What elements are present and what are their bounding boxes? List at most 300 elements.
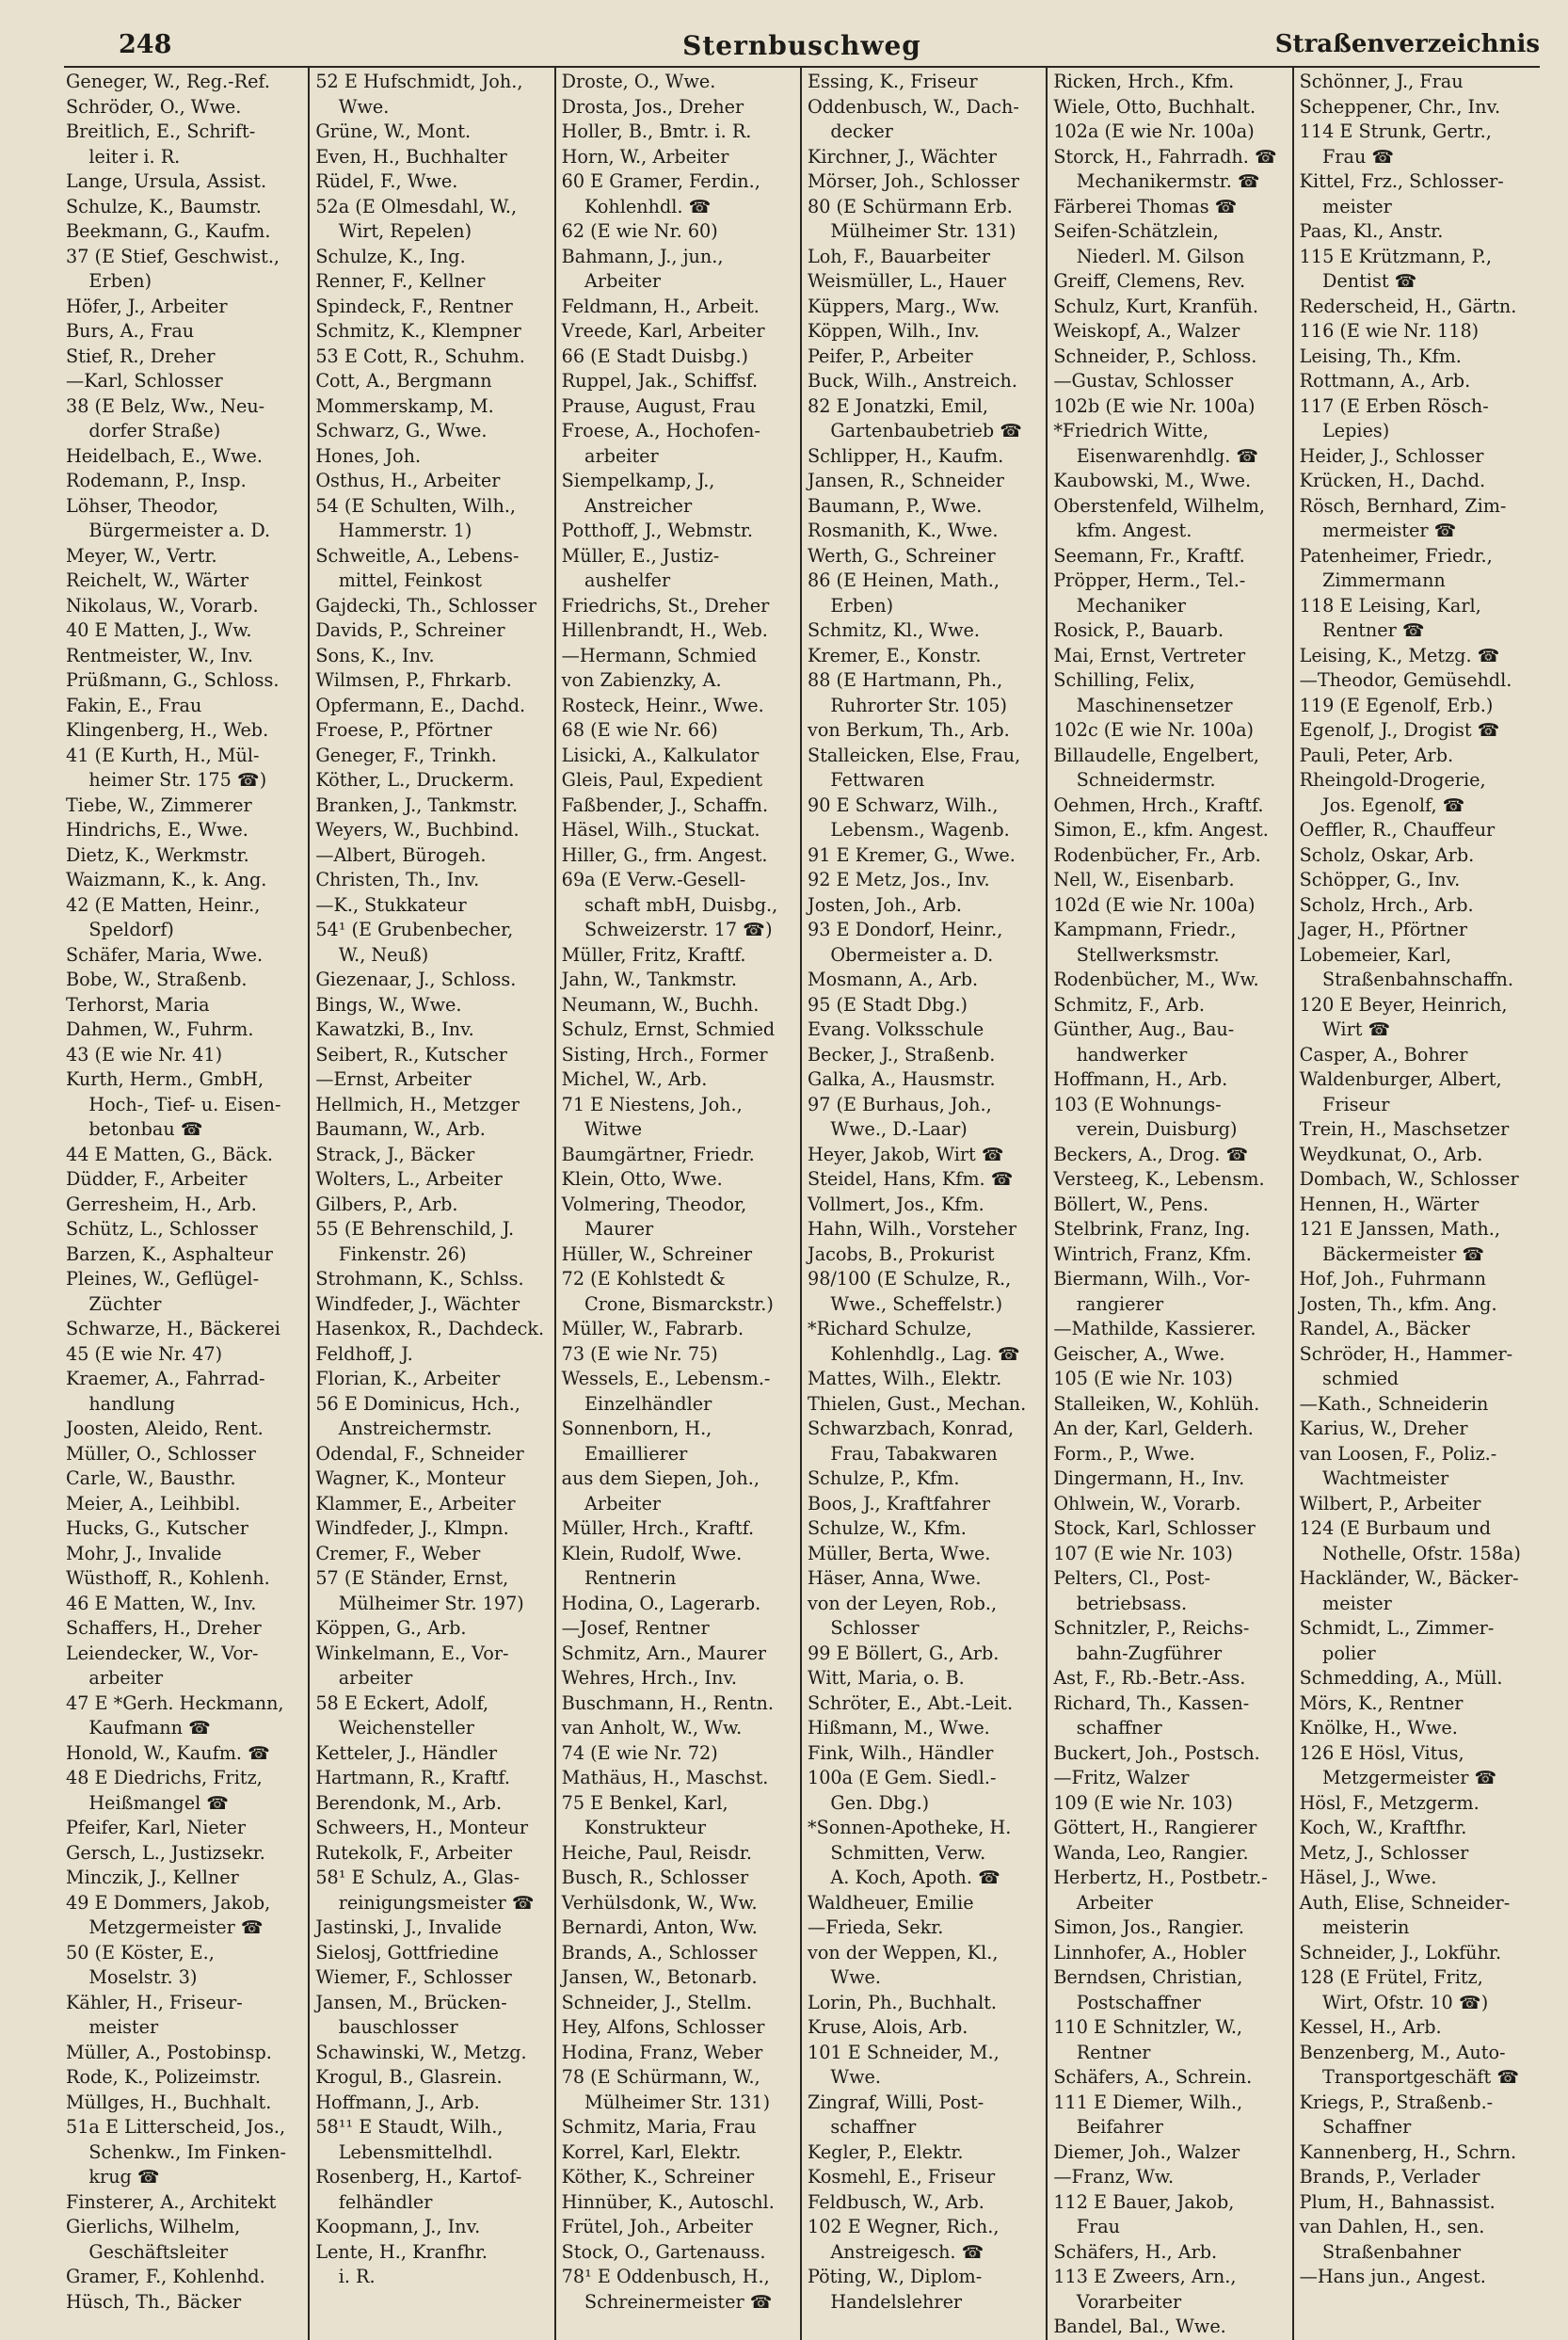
directory-entry-line: Schulz, Kurt, Kranfüh. [1053,295,1258,317]
directory-entry-line: —Gustav, Schlosser [1053,370,1234,392]
directory-entry-line: Cott, A., Bergmann [315,370,492,392]
directory-entry-line: Schulze, K., Baumstr. [66,195,262,217]
directory-entry-line: Klingenberg, H., Web. [66,719,269,741]
directory-entry-line: Rodenbücher, Fr., Arb. [1053,843,1261,866]
directory-entry-line: Evang. Volksschule [808,1018,984,1040]
directory-entry-line: Schmitz, K., Klempner [315,320,521,342]
directory-entry-line: verein, Duisburg) [1053,1118,1238,1140]
directory-entry-line: Buck, Wilh., Anstreich. [808,370,1017,392]
directory-entry-line: meister [1299,195,1392,217]
directory-entry-line: Mosmann, A., Arb. [808,969,979,990]
directory-entry-line: Simon, Jos., Rangier. [1053,1916,1244,1938]
directory-entry-line: Mechaniker [1053,594,1186,617]
directory-entry-line: Leising, Th., Kfm. [1299,345,1462,367]
directory-entry-line: Kruse, Alois, Arb. [808,2016,968,2038]
directory-entry-line: meisterin [1299,1916,1410,1938]
directory-entry-line: Schaffers, H., Dreher [66,1617,262,1639]
directory-entry-line: 82 E Jonatzki, Emil, [808,394,989,417]
directory-entry-line: 117 (E Erben Rösch- [1299,394,1489,417]
directory-entry-line: Schaffner [1299,2116,1412,2138]
directory-entry-line: schaffner [1053,1717,1162,1739]
directory-entry-line: 111 E Diemer, Wilh., [1053,2091,1243,2113]
directory-entry-line: Breitlich, E., Schrift- [66,120,256,142]
directory-entry-line: Köppen, Wilh., Inv. [808,320,980,342]
directory-entry-line: 90 E Schwarz, Wilh., [808,793,999,816]
directory-entry-line: —Mathilde, Kassierer. [1053,1318,1256,1339]
directory-entry-line: Färberei Thomas ☎ [1053,195,1238,217]
directory-entry-line: Rentner ☎ [1299,619,1425,641]
directory-entry-line: Windfeder, J., Klmpn. [315,1517,509,1539]
directory-entry-line: Ricken, Hrch., Kfm. [1053,71,1235,92]
directory-entry-line: 110 E Schnitzler, W., [1053,2016,1243,2038]
directory-entry-line: 53 E Cott, R., Schuhm. [315,345,525,367]
directory-entry-line: Fakin, E., Frau [66,694,202,716]
directory-entry-line: Schäfers, A., Schrein. [1053,2066,1253,2088]
directory-entry-line: Schlosser [808,1617,920,1639]
directory-entry-line: Postschaffner [1053,1991,1201,2013]
directory-entry-line: Kähler, H., Friseur- [66,1991,243,2013]
directory-entry-line: Geischer, A., Wwe. [1053,1342,1225,1365]
directory-entry-line: Rosick, P., Bauarb. [1053,619,1224,641]
directory-entry-line: 58¹¹ E Staudt, Wilh., [315,2116,504,2138]
directory-entry-line: Scholz, Hrch., Arb. [1299,893,1474,916]
directory-entry-line: Hindrichs, E., Wwe. [66,819,248,841]
directory-entry-line: leiter i. R. [66,145,181,168]
directory-entry-line: Frütel, Joh., Arbeiter [561,2216,753,2237]
directory-entry-line: Josten, Joh., Arb. [808,893,963,916]
directory-entry-line: Ketteler, J., Händler [315,1741,498,1764]
directory-entry-line: Burs, A., Frau [66,320,195,342]
directory-entry-line: Hüsch, Th., Bäcker [66,2290,242,2313]
page-header [64,30,1540,62]
directory-entry-line: Wilbert, P., Arbeiter [1299,1492,1481,1515]
directory-entry-line: Giezenaar, J., Schloss. [315,969,517,990]
directory-entry-line: Gartenbaubetrieb ☎ [808,420,1023,441]
directory-entry-line: 102c (E wie Nr. 100a) [1053,719,1255,741]
directory-entry-line: Pröpper, Herm., Tel.- [1053,569,1246,591]
directory-entry-line: 102a (E wie Nr. 100a) [1053,120,1255,142]
directory-entry-line: Faßbender, J., Schaffn. [561,793,769,816]
directory-entry-line: Weiskopf, A., Walzer [1053,320,1240,342]
directory-entry-line: 52 E Hufschmidt, Joh., [315,71,523,92]
directory-entry-line: Randel, A., Bäcker [1299,1318,1470,1339]
directory-entry-line: Korrel, Karl, Elektr. [561,2140,742,2163]
directory-entry-line: Friedrichs, St., Dreher [561,594,770,617]
directory-entry-line: Kawatzki, B., Inv. [315,1018,474,1040]
directory-entry-line: Busch, R., Schlosser [561,1867,749,1888]
directory-entry-line: 54¹ (E Grubenbecher, [315,919,514,940]
directory-entry-line: Buckert, Joh., Postsch. [1053,1741,1260,1764]
directory-entry-line: Essing, K., Friseur [808,71,978,92]
directory-entry-line: *Friedrich Witte, [1053,420,1209,441]
page-number: 248 [119,30,172,59]
directory-entry-line: Bürgermeister a. D. [66,520,271,541]
directory-entry-line: Oehmen, Hrch., Kraftf. [1053,793,1264,816]
directory-entry-line: Müller, Berta, Wwe. [808,1542,991,1564]
directory-entry-line: Schöpper, G., Inv. [1299,869,1461,890]
directory-entry-line: Rutekolk, F., Arbeiter [315,1841,512,1864]
directory-entry-line: Finsterer, A., Architekt [66,2190,277,2213]
directory-entry-line: Josten, Th., kfm. Ang. [1299,1292,1497,1315]
directory-entry-line: 124 (E Burbaum und [1299,1517,1491,1539]
directory-entry-line: *Richard Schulze, [808,1318,972,1339]
directory-entry-line: Lisicki, A., Kalkulator [561,744,760,766]
directory-entry-line: Paas, Kl., Anstr. [1299,220,1444,242]
directory-entry-line: Zingraf, Willi, Post- [808,2091,984,2113]
directory-entry-line: Rode, K., Polizeimstr. [66,2066,261,2088]
directory-entry-line: Köppen, G., Arb. [315,1617,467,1639]
directory-entry-line: Günther, Aug., Bau- [1053,1018,1235,1040]
directory-entry-line: Kessel, H., Arb. [1299,2016,1442,2038]
directory-entry-line: Müller, Hrch., Kraftf. [561,1517,755,1539]
directory-entry-line: felhändler [315,2190,433,2213]
directory-entry-line: Schmidt, L., Zimmer- [1299,1617,1495,1639]
directory-entry-line: Hones, Joh. [315,444,422,467]
directory-entry-line: Rosteck, Heinr., Wwe. [561,694,764,716]
directory-entry-line: Schwarzbach, Konrad, [808,1418,1015,1439]
directory-entry-line: Witt, Maria, o. B. [808,1667,965,1689]
directory-entry-line: Weismüller, L., Hauer [808,270,1007,292]
directory-entry-line: 55 (E Behrenschild, J. [315,1218,515,1240]
directory-entry-line: Dietz, K., Werkmstr. [66,843,249,866]
directory-entry-line: Stellwerksmstr. [1053,943,1220,966]
directory-entry-line: Hennen, H., Wärter [1299,1193,1480,1215]
directory-entry-line: Heißmangel ☎ [66,1791,230,1814]
directory-entry-line: Opfermann, E., Dachd. [315,694,526,716]
directory-entry-line: Wilmsen, P., Fhrkarb. [315,669,512,691]
directory-entry-line: Terhorst, Maria [66,993,210,1016]
directory-entry-line: bahn-Zugführer [1053,1642,1223,1664]
directory-entry-line: Baumgärtner, Friedr. [561,1143,755,1165]
directory-entry-line: Beckers, A., Drog. ☎ [1053,1143,1249,1165]
directory-entry-line: 98/100 (E Schulze, R., [808,1268,1012,1290]
directory-entry-line: Frau, Tabakwaren [808,1442,998,1465]
directory-entry-line: Schäfers, H., Arb. [1053,2240,1218,2263]
directory-entry-line: heimer Str. 175 ☎) [66,769,267,791]
directory-entry-line: Erben) [808,594,894,617]
directory-entry-line: Rentmeister, W., Inv. [66,644,253,666]
directory-entry-line: Friseur [1299,1093,1390,1115]
directory-entry-line: Löhser, Theodor, [66,494,219,517]
directory-entry-line: Hackländer, W., Bäcker- [1299,1567,1519,1589]
directory-entry-line: Pfeifer, Karl, Nieter [66,1817,247,1838]
directory-entry-line: Oddenbusch, W., Dach- [808,95,1019,118]
directory-entry-line: arbeiter [66,1667,164,1689]
directory-entry-line: Kremer, E., Konstr. [808,644,982,666]
directory-entry-line: Frau ☎ [1299,145,1395,168]
directory-entry-line: Heiche, Paul, Reisdr. [561,1841,752,1864]
directory-entry-line: Werth, G., Schreiner [808,544,996,567]
directory-entry-line: Hodina, Franz, Weber [561,2041,763,2063]
directory-entry-line: W., Neuß) [315,943,429,966]
directory-entry-line: Pauli, Peter, Arb. [1299,744,1454,766]
directory-entry-line: Rodemann, P., Insp. [66,470,247,491]
directory-entry-line: Neumann, W., Buchh. [561,993,760,1016]
directory-entry-line: Seifen-Schätzlein, [1053,220,1219,242]
directory-entry-line: Moselstr. 3) [66,1966,198,1988]
directory-entry-line: Prause, August, Frau [561,394,756,417]
directory-entry-line: Casper, A., Bohrer [1299,1043,1468,1066]
directory-entry-line: Häser, Anna, Wwe. [808,1567,982,1589]
directory-entry-line: Becker, J., Straßenb. [808,1043,996,1066]
directory-entry-line: 107 (E wie Nr. 103) [1053,1542,1233,1564]
directory-entry-line: 72 (E Kohlstedt & [561,1268,726,1290]
directory-entry-line: 92 E Metz, Jos., Inv. [808,869,990,890]
directory-entry-line: Nothelle, Ofstr. 158a) [1299,1542,1521,1564]
directory-entry-line: Winkelmann, E., Vor- [315,1642,509,1664]
directory-entry-line: 101 E Schneider, M., [808,2041,1000,2063]
directory-entry-line: Schnitzler, P., Reichs- [1053,1617,1250,1639]
directory-entry-line: Finkenstr. 26) [315,1242,467,1265]
directory-entry-line: Wehres, Hrch., Inv. [561,1667,738,1689]
directory-entry-line: dorfer Straße) [66,420,221,441]
directory-entry-line: Schröder, H., Hammer- [1299,1342,1513,1365]
directory-entry-line: Krogul, B., Glasrein. [315,2066,503,2088]
directory-entry-line: Schweers, H., Monteur [315,1817,529,1838]
directory-entry-line: Stalleicken, Else, Frau, [808,744,1021,766]
directory-entry-line: 78 (E Schürmann, W., [561,2066,760,2088]
directory-entry-line: von der Weppen, Kl., [808,1941,999,1963]
directory-entry-line: Hüller, W., Schreiner [561,1242,753,1265]
directory-entry-line: 48 E Diedrichs, Fritz, [66,1767,263,1788]
directory-entry-line: —Theodor, Gemüsehdl. [1299,669,1512,691]
directory-entry-line: Speldorf) [66,919,174,940]
directory-column-3 [556,68,802,2340]
directory-entry-line: Rentner [1053,2041,1151,2063]
street-title: Sternbuschweg [682,30,921,61]
directory-entry-line: Vollmert, Jos., Kfm. [808,1193,984,1215]
directory-entry-line: —Franz, Ww. [1053,2166,1175,2188]
directory-entry-line: —Kath., Schneiderin [1299,1392,1489,1415]
directory-entry-line: 54 (E Schulten, Wilh., [315,494,517,517]
directory-entry-line: Klein, Otto, Wwe. [561,1168,723,1190]
directory-entry-line: Mörser, Joh., Schlosser [808,170,1019,192]
directory-entry-line: Schulz, Ernst, Schmied [561,1018,776,1040]
directory-entry-line: —Hermann, Schmied [561,644,757,666]
directory-entry-line: Mathäus, H., Maschst. [561,1767,769,1788]
directory-entry-line: rangierer [1053,1292,1164,1315]
directory-entry-line: 58¹ E Schulz, A., Glas- [315,1867,520,1888]
directory-entry-line: Nell, W., Eisenbarb. [1053,869,1235,890]
directory-entry-line: Beekmann, G., Kaufm. [66,220,271,242]
directory-entry-line: —Hans jun., Angest. [1299,2266,1486,2287]
directory-entry-line: Drosta, Jos., Dreher [561,95,744,118]
directory-entry-line: Schulze, K., Ing. [315,245,466,267]
directory-entry-line: Wwe., Scheffelstr.) [808,1292,1003,1315]
directory-entry-line: Hißmann, M., Wwe. [808,1717,990,1739]
directory-entry-line: 100a (E Gem. Siedl.- [808,1767,997,1788]
directory-entry-line: 74 (E wie Nr. 72) [561,1741,718,1764]
directory-entry-line: 46 E Matten, W., Inv. [66,1592,257,1614]
directory-entry-line: Buschmann, H., Rentn. [561,1691,774,1714]
directory-entry-line: Trein, H., Maschsetzer [1299,1118,1510,1140]
directory-entry-line: Mülheimer Str. 197) [315,1592,524,1614]
directory-column-5 [1048,68,1293,2340]
directory-entry-line: Düdder, F., Arbeiter [66,1168,248,1190]
directory-entry-line: Kannenberg, H., Schrn. [1299,2140,1517,2163]
directory-entry-line: Arbeiter [1053,1891,1153,1914]
directory-entry-line: Simon, E., kfm. Angest. [1053,819,1269,841]
directory-entry-line: Züchter [66,1292,162,1315]
directory-entry-line: Mülheimer Str. 131) [561,2091,771,2113]
directory-entry-line: 40 E Matten, J., Ww. [66,619,252,641]
directory-entry-line: 66 (E Stadt Duisbg.) [561,345,749,367]
directory-entry-line: 62 (E wie Nr. 60) [561,220,718,242]
directory-entry-line: Wwe. [315,95,390,118]
directory-entry-line: van Anholt, W., Ww. [561,1717,743,1739]
directory-entry-line: —Fritz, Walzer [1053,1767,1190,1788]
directory-entry-line: Frau [1053,2216,1121,2237]
directory-entry-line: arbeiter [315,1667,413,1689]
directory-entry-line: Kirchner, J., Wächter [808,145,998,168]
directory-entry-line: Koch, W., Kraftfhr. [1299,1817,1467,1838]
directory-entry-line: 71 E Niestens, Joh., [561,1093,743,1115]
directory-entry-line: mermeister ☎ [1299,520,1457,541]
directory-entry-line: 49 E Dommers, Jakob, [66,1891,271,1914]
directory-entry-line: Egenolf, J., Drogist ☎ [1299,719,1500,741]
directory-entry-line: Mattes, Wilh., Elektr. [808,1368,1002,1389]
directory-entry-line: Sons, K., Inv. [315,644,435,666]
directory-entry-line: Schilling, Felix, [1053,669,1195,691]
directory-entry-line: 88 (E Hartmann, Ph., [808,669,1003,691]
directory-entry-line: Auth, Elise, Schneider- [1299,1891,1511,1914]
directory-entry-line: Maurer [561,1218,654,1240]
directory-entry-line: 128 (E Frütel, Fritz, [1299,1966,1483,1988]
directory-entry-line: 60 E Gramer, Ferdin., [561,170,760,192]
directory-entry-line: 120 E Beyer, Heinrich, [1299,993,1508,1016]
directory-entry-line: Kittel, Frz., Schlosser- [1299,170,1504,192]
directory-entry-line: —Karl, Schlosser [66,370,223,392]
directory-entry-line: Patenheimer, Friedr., [1299,544,1493,567]
directory-entry-line: Wagner, K., Monteur [315,1467,505,1489]
directory-entry-line: Wanda, Leo, Rangier. [1053,1841,1249,1864]
directory-entry-line: Köther, L., Druckerm. [315,769,515,791]
directory-entry-line: Hucks, G., Kutscher [66,1517,248,1539]
directory-entry-line: Mommerskamp, M. [315,394,494,417]
directory-entry-line: Böllert, W., Pens. [1053,1193,1209,1215]
directory-entry-line: Siempelkamp, J., [561,470,715,491]
directory-entry-line: mittel, Feinkost [315,569,483,591]
directory-entry-line: Mülheimer Str. 131) [808,220,1016,242]
directory-entry-line: Christen, Th., Inv. [315,869,480,890]
directory-entry-line: 50 (E Köster, E., [66,1941,215,1963]
directory-entry-line: 102d (E wie Nr. 100a) [1053,893,1256,916]
directory-entry-line: Feldmann, H., Arbeit. [561,295,760,317]
directory-entry-line: Leising, K., Metzg. ☎ [1299,644,1500,666]
directory-entry-line: —K., Stukkateur [315,893,467,916]
directory-entry-line: Lente, H., Kranfhr. [315,2240,488,2263]
directory-column-6 [1294,68,1540,2340]
directory-entry-line: Fettwaren [808,769,925,791]
directory-entry-line: Grüne, W., Mont. [315,120,472,142]
directory-entry-line: Stelbrink, Franz, Ing. [1053,1218,1251,1240]
directory-entry-line: Jansen, M., Brücken- [315,1991,507,2013]
directory-entry-line: Wwe. [808,1966,881,1988]
directory-entry-line: Kampmann, Friedr., [1053,919,1237,940]
directory-entry-line: Arbeiter [561,270,662,292]
directory-entry-line: Bahmann, J., jun., [561,245,724,267]
directory-entry-line: Höfer, J., Arbeiter [66,295,228,317]
directory-entry-line: Stock, Karl, Schlosser [1053,1517,1256,1539]
directory-entry-line: Kaubowski, M., Wwe. [1053,470,1252,491]
directory-entry-line: Straßenbahnschaffn. [1299,969,1513,990]
directory-entry-line: von der Leyen, Rob., [808,1592,998,1614]
directory-entry-line: 102 E Wegner, Rich., [808,2216,1000,2237]
directory-entry-line: Sonnenborn, H., [561,1418,712,1439]
directory-entry-line: 44 E Matten, G., Bäck. [66,1143,273,1165]
directory-entry-line: Weyers, W., Buchbind. [315,819,520,841]
directory-entry-line: Pelters, Cl., Post- [1053,1567,1210,1589]
directory-entry-line: von Berkum, Th., Arb. [808,719,1010,741]
directory-entry-line: Schulze, P., Kfm. [808,1467,960,1489]
directory-entry-line: Emaillierer [561,1442,688,1465]
directory-entry-line: 43 (E wie Nr. 41) [66,1043,223,1066]
directory-entry-line: Schmedding, A., Müll. [1299,1667,1503,1689]
directory-entry-line: 105 (E wie Nr. 103) [1053,1368,1233,1389]
directory-entry-line: Branken, J., Tankmstr. [315,793,519,816]
directory-entry-line: Krücken, H., Dachd. [1299,470,1486,491]
directory-entry-line: Mechanikermstr. ☎ [1053,170,1260,192]
directory-entry-line: Baumann, P., Wwe. [808,494,983,517]
directory-entry-line: Spindeck, F., Rentner [315,295,513,317]
directory-entry-line: Waldenburger, Albert, [1299,1068,1502,1090]
directory-entry-line: Müller, O., Schlosser [66,1442,256,1465]
directory-entry-line: Versteeg, K., Lebensm. [1053,1168,1265,1190]
directory-entry-line: Brands, A., Schlosser [561,1941,758,1963]
directory-entry-line: 57 (E Ständer, Ernst, [315,1567,509,1589]
directory-entry-line: Jansen, R., Schneider [808,470,1004,491]
directory-entry-line: 121 E Janssen, Math., [1299,1218,1500,1240]
directory-entry-line: aushelfer [561,569,671,591]
directory-entry-line: 97 (E Burhaus, Joh., [808,1093,992,1115]
directory-entry-line: Biermann, Wilh., Vor- [1053,1268,1251,1290]
directory-entry-line: Schröder, O., Wwe. [66,95,242,118]
directory-entry-line: Arbeiter [561,1492,662,1515]
directory-entry-line: Renner, F., Kellner [315,270,486,292]
directory-entry-line: Odendal, F., Schneider [315,1442,524,1465]
directory-entry-line: 119 (E Egenolf, Erb.) [1299,694,1494,716]
directory-entry-line: Dingermann, H., Inv. [1053,1467,1245,1489]
directory-entry-line: Carle, W., Bausthr. [66,1467,236,1489]
directory-entry-line: Hartmann, R., Kraftf. [315,1767,510,1788]
directory-entry-line: 114 E Strunk, Gertr., [1299,120,1492,142]
directory-entry-line: Heidelbach, E., Wwe. [66,444,263,467]
directory-entry-line: Schwarze, H., Bäckerei [66,1318,280,1339]
directory-entry-line: 91 E Kremer, G., Wwe. [808,843,1016,866]
directory-entry-line: Nikolaus, W., Vorarb. [66,594,259,617]
directory-entry-line: Wüsthoff, R., Kohlenh. [66,1567,270,1589]
directory-entry-line: Rosenberg, H., Kartof- [315,2166,522,2188]
directory-entry-line: Ast, F., Rb.-Betr.-Ass. [1053,1667,1246,1689]
directory-entry-line: Stalleiken, W., Kohlüh. [1053,1392,1260,1415]
directory-entry-line: Müller, W., Fabrarb. [561,1318,744,1339]
directory-entry-line: 58 E Eckert, Adolf, [315,1691,489,1714]
directory-entry-line: An der, Karl, Gelderh. [1053,1418,1254,1439]
directory-entry-line: Heyer, Jakob, Wirt ☎ [808,1143,1004,1165]
directory-entry-line: Schlipper, H., Kaufm. [808,444,1004,467]
directory-entry-line: Hasenkox, R., Dachdeck. [315,1318,545,1339]
directory-entry-line: Weichensteller [315,1717,474,1739]
directory-entry-line: Hoch-, Tief- u. Eisen- [66,1093,281,1115]
directory-entry-line: Storck, H., Fahrradh. ☎ [1053,145,1277,168]
directory-entry-line: Leiendecker, W., Vor- [66,1642,259,1664]
directory-entry-line: Wintrich, Franz, Kfm. [1053,1242,1252,1265]
directory-entry-line: 41 (E Kurth, H., Mül- [66,744,260,766]
directory-entry-line: Gajdecki, Th., Schlosser [315,594,537,617]
directory-entry-line: Klein, Rudolf, Wwe. [561,1542,743,1564]
directory-entry-line: Hiller, G., frm. Angest. [561,843,768,866]
directory-entry-line: Bobe, W., Straßenb. [66,969,248,990]
